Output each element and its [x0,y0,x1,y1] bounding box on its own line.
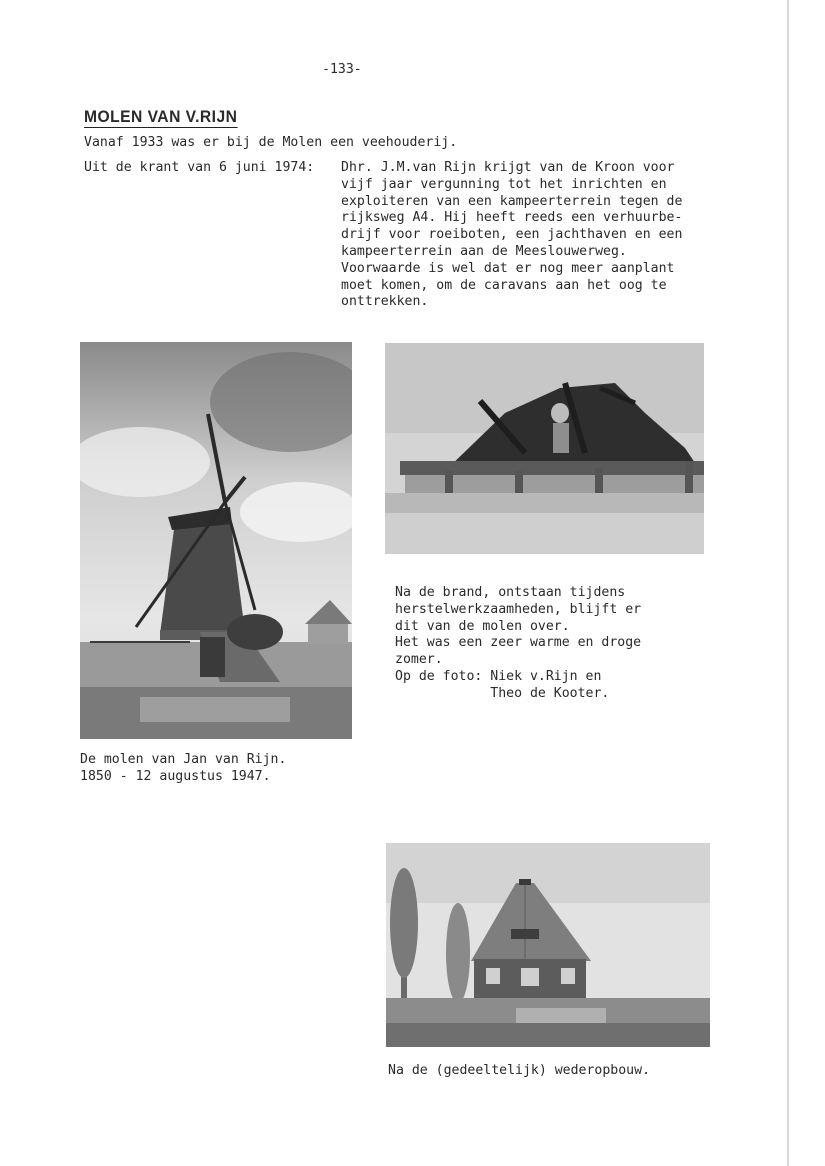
article-line: onttrekken. [341,294,429,310]
caption-line: De molen van Jan van Rijn. [80,752,287,767]
caption-line: herstelwerkzaamheden, blijft er [395,601,642,617]
burned-mill-photo [385,343,704,554]
newspaper-article [341,160,682,311]
article-line: rijksweg A4. Hij heeft reeds een verhuurbe- [341,210,683,226]
caption-line: Na de brand, ontstaan tijdens [395,585,626,600]
caption-line: Het was een zeer warme en droge [395,635,642,651]
article-line: Voorwaarde is wel dat er nog meer aanplant [341,260,675,276]
rebuilt-house-photo [386,843,710,1047]
article-line: exploiteren van een kampeerterrein tegen de [341,193,683,209]
newspaper-source-label: Uit de krant van 6 juni 1974: [84,160,315,175]
page-number: -133- [322,62,362,77]
caption-line: dit van de molen over. [395,618,570,634]
article-line: Dhr. J.M.van Rijn krijgt van de Kroon voor [341,160,675,175]
fire-caption [395,585,641,703]
caption-line: zomer. [395,652,443,668]
page-edge [787,0,789,1166]
rebuild-caption: Na de (gedeeltelijk) wederopbouw. [388,1063,651,1078]
article-line: moet komen, om de caravans aan het oog te [341,277,667,293]
windmill-caption [80,752,286,786]
page-title: MOLEN VAN V.RIJN [84,107,238,126]
article-line: drijf voor roeiboten, een jachthaven en een [341,227,683,243]
windmill-photo [80,342,352,739]
article-line: vijf jaar vergunning tot het inrichten en [341,176,667,192]
caption-line: Op de foto: Niek v.Rijn en [395,668,602,684]
caption-line: Theo de Kooter. [395,685,610,701]
article-line: kampeerterrein aan de Meeslouwerweg. [341,243,627,259]
caption-line: 1850 - 12 augustus 1947. [80,768,271,784]
intro-text: Vanaf 1933 was er bij de Molen een veehouderij. [84,135,458,150]
